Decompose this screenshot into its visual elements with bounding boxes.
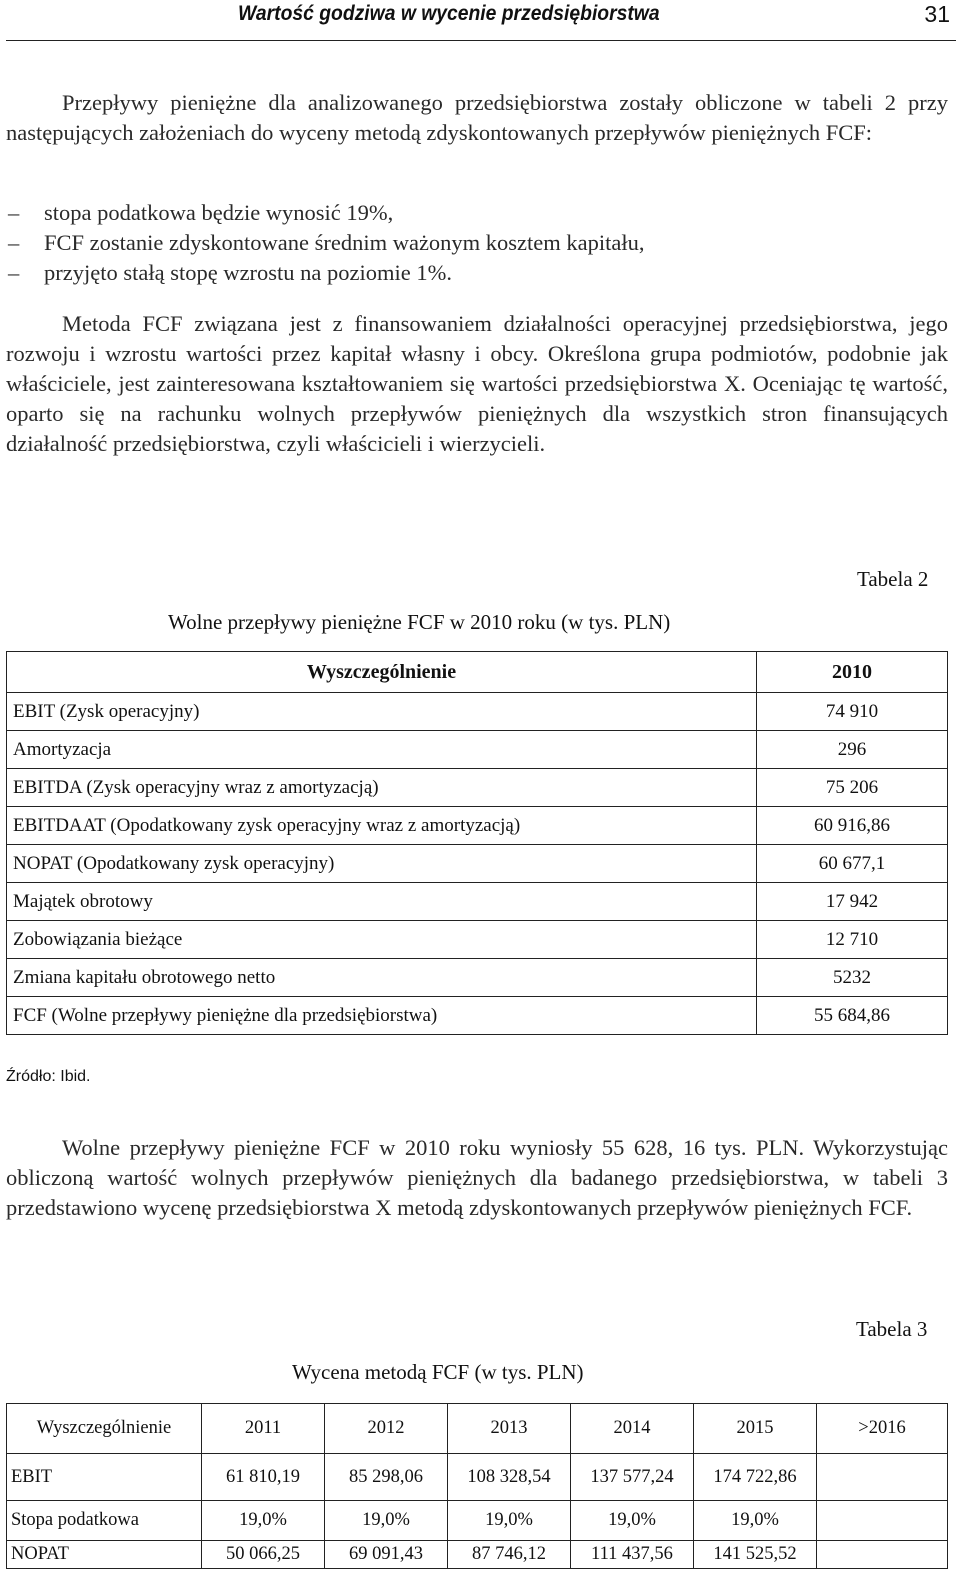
table-row (7, 769, 948, 807)
header-cell: 2014 (571, 1404, 694, 1454)
table-cell: 19,0% (571, 1501, 694, 1541)
table-row (7, 845, 948, 883)
fcf-table (6, 651, 948, 1035)
table-cell: 174 722,86 (694, 1454, 817, 1501)
row-label: EBITDA (Zysk operacyjny wraz z amortyzacją) (7, 769, 757, 807)
page-number: 31 (924, 1, 950, 27)
table-cell: 87 746,12 (448, 1541, 571, 1569)
list-item-text: FCF zostanie zdyskontowane średnim ważonym kosztem kapitału, (44, 230, 645, 255)
table-row (7, 997, 948, 1035)
table-row (7, 1501, 948, 1541)
row-label: NOPAT (7, 1541, 202, 1569)
running-title: Wartość godziwa w wycenie przedsiębiorstwa (238, 2, 660, 25)
table-row (7, 693, 948, 731)
header-cell: >2016 (817, 1404, 948, 1454)
table-cell (817, 1541, 948, 1569)
table-cell: 108 328,54 (448, 1454, 571, 1501)
table2-source: Źródło: Ibid. (6, 1068, 91, 1085)
row-value: 60 916,86 (757, 807, 948, 845)
row-label: Zmiana kapitału obrotowego netto (7, 959, 757, 997)
row-label: Amortyzacja (7, 731, 757, 769)
row-label: EBIT (Zysk operacyjny) (7, 693, 757, 731)
row-value: 60 677,1 (757, 845, 948, 883)
table-cell: 19,0% (202, 1501, 325, 1541)
bullet-dash: – (8, 260, 20, 285)
table-cell: 19,0% (448, 1501, 571, 1541)
list-item-text: stopa podatkowa będzie wynosić 19%, (44, 200, 394, 225)
table-cell (817, 1501, 948, 1541)
table-cell: 69 091,43 (325, 1541, 448, 1569)
table-cell: 111 437,56 (571, 1541, 694, 1569)
row-label: Majątek obrotowy (7, 883, 757, 921)
row-value: 74 910 (757, 693, 948, 731)
table-cell: 137 577,24 (571, 1454, 694, 1501)
table-cell: 50 066,25 (202, 1541, 325, 1569)
table2-label: Tabela 2 (857, 567, 929, 591)
bullet-dash: – (8, 200, 20, 225)
row-label: EBIT (7, 1454, 202, 1501)
table-header-row (7, 652, 948, 693)
row-value: 296 (757, 731, 948, 769)
assumptions-list (6, 198, 906, 288)
table-row (7, 1541, 948, 1569)
table-row (7, 807, 948, 845)
row-value: 12 710 (757, 921, 948, 959)
row-value: 5232 (757, 959, 948, 997)
list-item (6, 228, 906, 258)
table-header-row (7, 1404, 948, 1454)
row-value: 75 206 (757, 769, 948, 807)
list-item-text: przyjęto stałą stopę wzrostu na poziomie 1%. (44, 260, 453, 285)
header-cell-item: Wyszczególnienie (7, 652, 757, 693)
table2-caption: Wolne przepływy pieniężne FCF w 2010 roku (w tys. PLN) (168, 610, 671, 634)
table3-label: Tabela 3 (856, 1317, 928, 1341)
table3-caption: Wycena metodą FCF (w tys. PLN) (292, 1360, 584, 1384)
valuation-paragraph: Wolne przepływy pieniężne FCF w 2010 roku wyniosły 55 628, 16 tys. PLN. Wykorzystując obliczoną wartość wolnych przepływów pieniężnych dla badanego przedsiębiorstwa, w tabeli 3 przedstawiono wycenę przedsiębiorstwa X metodą zdyskontowanych przepływów pieniężnych FCF. (6, 1135, 948, 1220)
header-cell: Wyszczególnienie (7, 1404, 202, 1454)
header-cell: 2013 (448, 1404, 571, 1454)
table-cell: 61 810,19 (202, 1454, 325, 1501)
header-cell: 2011 (202, 1404, 325, 1454)
table-row (7, 883, 948, 921)
list-item (6, 258, 906, 288)
table-row (7, 921, 948, 959)
bullet-dash: – (8, 230, 20, 255)
row-label: Stopa podatkowa (7, 1501, 202, 1541)
table-row (7, 1454, 948, 1501)
header-cell-year: 2010 (757, 652, 948, 693)
table-cell (817, 1454, 948, 1501)
table-cell: 85 298,06 (325, 1454, 448, 1501)
row-value: 17 942 (757, 883, 948, 921)
table-cell: 19,0% (694, 1501, 817, 1541)
list-item (6, 198, 906, 228)
table-row (7, 959, 948, 997)
table-cell: 19,0% (325, 1501, 448, 1541)
row-label: FCF (Wolne przepływy pieniężne dla przedsiębiorstwa) (7, 997, 757, 1035)
row-value: 55 684,86 (757, 997, 948, 1035)
table-cell: 141 525,52 (694, 1541, 817, 1569)
row-label: Zobowiązania bieżące (7, 921, 757, 959)
table-row (7, 731, 948, 769)
header-cell: 2012 (325, 1404, 448, 1454)
header-cell: 2015 (694, 1404, 817, 1454)
intro-paragraph: Przepływy pieniężne dla analizowanego przedsiębiorstwa zostały obliczone w tabeli 2 przy następujących założeniach do wyceny metodą zdyskontowanych przepływów pieniężnych FCF: (6, 90, 948, 145)
header-rule (6, 40, 956, 41)
row-label: NOPAT (Opodatkowany zysk operacyjny) (7, 845, 757, 883)
valuation-table (6, 1403, 948, 1569)
page-header (0, 0, 960, 44)
method-paragraph: Metoda FCF związana jest z finansowaniem działalności operacyjnej przedsiębiorstwa, jego rozwoju i wzrostu wartości przez kapitał własny i obcy. Określona grupa podmiotów, podobnie jak właściciele, jest zainteresowana kształtowaniem się wartości przedsiębiorstwa X. Oceniając tę wartość, oparto się na rachunku wolnych przepływów pieniężnych dla wszystkich stron finansujących działalność przedsiębiorstwa, czyli właścicieli i wierzycieli. (6, 311, 948, 456)
row-label: EBITDAAT (Opodatkowany zysk operacyjny wraz z amortyzacją) (7, 807, 757, 845)
